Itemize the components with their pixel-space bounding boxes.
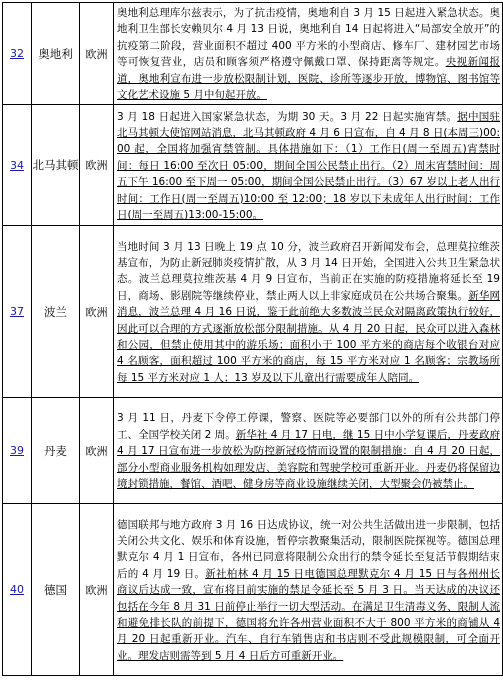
detail-text: 3 月 11 日，丹麦下令停工停课，警察、医院等必要部门以外的所有公共部门停工、全国学校关闭 2 周。 <box>117 412 500 441</box>
detail-text: 奥地利总理库尔兹表示，为了抗击疫情，奥地利自 3 月 15 日起进入紧急状态。奥地利卫生部长安赖贝尔 4 月 13 日说，奥地利自 14 日起将进入“局部安全放开”的抗疫第二阶段，营业面积不超过 400 平方米的小型商店、修车厂、建材园艺市场等可恢复营业，店员和顾客须严格遵守佩戴口罩、保持距离等规定。 <box>117 7 500 69</box>
detail-underlined-text: 据中国驻北马其顿大使馆网站消息，北马其顿政府 4 月 6 日宣布，自 4 月 8 日(本周三)00:00 起，全国将加强宵禁管制。具体措施如下：（1）工作日(周一至周五)宵禁时间：每日 16:00 至次日 05:00，期间全国公民禁止出行。（2）周末宵禁时间：周五下午 16:00 至下周一 05:00，期间全国公民禁止出行。（3）67 岁以上老人出行时间：工作日(周一至周五)10:00 至 12:00；18 岁以下未成年人出行时间：工作日(周一至周五)13:00-15:00。 <box>117 110 501 221</box>
detail-text: 3 月 18 日起进入国家紧急状态，为期 30 天。3 月 22 日起实施宵禁。 <box>117 110 458 123</box>
region-label: 欧洲 <box>80 504 114 676</box>
measures-detail <box>114 398 503 504</box>
detail-text: 德国联邦与地方政府 3 月 16 日达成协议，统一对公共生活做出进一步限制，包括关闭公共文化、娱乐和体育设施，暂停宗教聚集活动，限制医院探视等。德国总理默克尔 4 月 1 日宣布，各州已同意将限制公众出行的禁令延长至复活节假期结束后的 4 月 19 日。 <box>117 518 500 580</box>
detail-underlined-text: 新社柏林 4 月 15 日电德国总理默克尔 4 月 15 日与各州州长商议后达成一致，宣布将目前实施的禁足令延长至 5 月 3 日。当天达成的决议还包括在今年 8 月 31 日前停止举行一切大型活动。在满足卫生清毒义务、限制人流和避免排长队的前提下，德国将允许各州营业面积不大于 800 平方米的商铺从 4 月 20 日起重新开业。汽车、自行车销售店和书店则不受此规模限制，可全面开业。理发店则需等到 5 月 4 日后方可重新开业。 <box>117 567 500 662</box>
table-row <box>3 3 503 105</box>
region-label: 欧洲 <box>80 3 114 105</box>
table-row <box>3 105 503 226</box>
region-label: 欧洲 <box>80 398 114 504</box>
detail-underlined-text: 新华社 4 月 17 日电，继 15 日中小学复课后，丹麦政府 4 月 17 日宣布进一步放松为防控新冠疫情而设置的限制措施：自 4 月 20 日起，部分小型商业服务机构如理发店、美容院和驾驶学校可重新开业。丹麦仍将保留边境封锁措施，餐馆、酒吧、健身房等商业设施继续关闭，大型聚会仍被禁止。 <box>117 428 500 491</box>
measures-detail <box>114 226 503 398</box>
row-number-link[interactable]: 34 <box>10 158 24 172</box>
row-number[interactable] <box>3 398 32 504</box>
measures-detail <box>114 3 503 105</box>
country-name: 丹麦 <box>32 398 80 504</box>
measures-detail <box>114 105 503 226</box>
row-number[interactable] <box>3 105 32 226</box>
country-name: 波兰 <box>32 226 80 398</box>
country-name: 北马其顿 <box>32 105 80 226</box>
detail-text: 当地时间 3 月 13 日晚上 19 点 10 分，波兰政府召开新闻发布会，总理莫拉维茨基宣布，为防止新冠肺炎疫情扩散，从 3 月 14 日开始，全国进入公共卫生紧急状态。波兰总理莫拉维茨基 4 月 9 日宣布，当前正在实施的防疫措施将延长至 19 日，商场、影剧院等继续停业，禁止两人以上非家庭成员在公共场合聚集。 <box>117 240 500 302</box>
row-number-link[interactable]: 40 <box>10 583 24 597</box>
country-name: 奥地利 <box>32 3 80 105</box>
country-name: 德国 <box>32 504 80 676</box>
table-row <box>3 504 503 676</box>
row-number-link[interactable]: 39 <box>10 444 24 458</box>
row-number-link[interactable]: 32 <box>10 47 24 61</box>
row-number[interactable] <box>3 226 32 398</box>
measures-detail <box>114 504 503 676</box>
detail-underlined-text: 央视新闻报道，奥地利宣布进一步放松限制计划，医院、诊所等逐步开放，博物馆、图书馆等文化艺术设施 5 月中旬起开放。 <box>117 56 501 102</box>
region-label: 欧洲 <box>80 105 114 226</box>
row-number-link[interactable]: 37 <box>10 305 24 319</box>
table-row <box>3 226 503 398</box>
region-label: 欧洲 <box>80 226 114 398</box>
row-number[interactable] <box>3 504 32 676</box>
table-row <box>3 398 503 504</box>
row-number[interactable] <box>3 3 32 105</box>
detail-underlined-text: 新华网消息，波兰总理 4 月 16 日说，鉴于此前绝大多数波兰民众对隔离政策执行较好，因此可以合理的方式逐渐放松部分限制措施。从 4 月 20 日起，民众可以进入森林和公园，但禁止使用其中的游乐场；面积小于 100 平方米的商店每个收银台对应 4 名顾客，面积超过 100 平方米的商店，每 15 平方米对应 1 名顾客；宗教场所每 15 平方米对应 1 人；13 岁及以下儿童出行需要成年人陪同。 <box>117 289 501 384</box>
country-measures-table <box>2 2 503 676</box>
